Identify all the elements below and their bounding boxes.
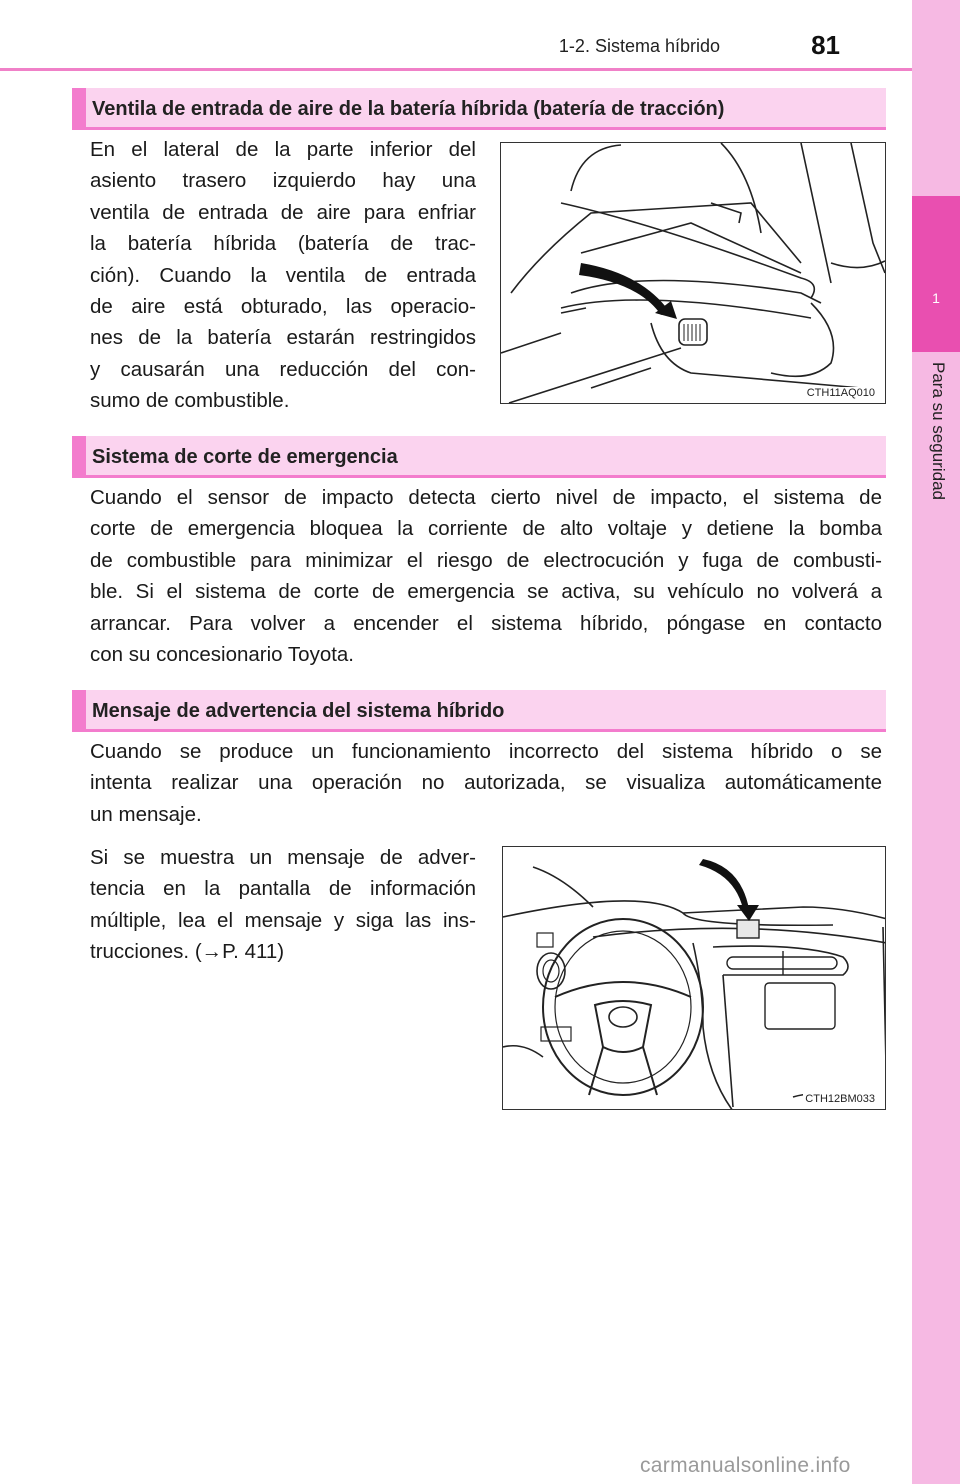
section-heading-text: Sistema de corte de emergencia [92, 446, 398, 468]
text-line: intenta realizar una operación no autorizada, se visualiza automáticamente [90, 771, 882, 795]
section-heading-emergency-cutoff [72, 436, 886, 478]
text-line: nes de la batería estarán restringidos [90, 326, 476, 350]
watermark-text: carmanualsonline.info [640, 1454, 851, 1477]
paragraph-warning-message [90, 736, 882, 830]
text-line: Si se muestra un mensaje de adver- [90, 846, 476, 869]
text-line: ble. Si el sistema de corte de emergencia se activa, su vehículo no volverá a [90, 580, 882, 604]
text-line: asiento trasero izquierdo hay una [90, 169, 476, 193]
text-line: con su concesionario Toyota. [90, 643, 355, 667]
paragraph-air-vent [90, 134, 476, 417]
figure-code: CTH11AQ010 [806, 387, 875, 399]
text-line: En el lateral de la parte inferior del [90, 138, 476, 161]
section-heading-warning-message [72, 690, 886, 732]
text-line: múltiple, lea el mensaje y siga las ins- [90, 908, 476, 932]
figure-code: CTH12BM033 [805, 1093, 875, 1105]
figure-dashboard-display [502, 846, 886, 1110]
text-line: sumo de combustible. [90, 389, 290, 413]
section-heading-air-vent [72, 88, 886, 130]
text-line: tencia en la pantalla de información [90, 877, 476, 901]
dashboard-illustration [503, 847, 886, 1110]
chapter-number: 1 [932, 290, 940, 306]
text-line: y causarán una reducción del con- [90, 357, 476, 381]
text-line: la batería híbrida (batería de trac- [90, 232, 476, 256]
text-line: de combustible para minimizar el riesgo de electrocución y fuga de combusti- [90, 548, 882, 572]
text-line: Cuando se produce un funcionamiento incorrecto del sistema híbrido o se [90, 740, 882, 763]
text-line: Cuando el sensor de impacto detecta cierto nivel de impacto, el sistema de [90, 486, 882, 509]
text-line: trucciones. (→P. 411) [90, 940, 285, 964]
chapter-tab-marker [912, 196, 960, 352]
header-rule [0, 68, 912, 71]
paragraph-warning-instructions [90, 842, 476, 968]
paragraph-emergency-cutoff [90, 482, 882, 670]
figure-rear-seat-vent [500, 142, 886, 404]
page-number: 81 [811, 30, 840, 60]
chapter-title: Para su seguridad [929, 362, 948, 500]
section-label: 1-2. Sistema híbrido [558, 36, 720, 56]
section-heading-text: Ventila de entrada de aire de la batería híbrida (batería de tracción) [92, 98, 725, 120]
text-line: arrancar. Para volver a encender el sistema híbrido, póngase en contacto [90, 611, 882, 635]
section-heading-text: Mensaje de advertencia del sistema híbrido [92, 700, 505, 722]
text-line: corte de emergencia bloquea la corriente de alto voltaje y detiene la bomba [90, 517, 882, 541]
text-line: ventila de entrada de aire para enfriar [90, 200, 476, 224]
rear-seat-illustration [501, 143, 886, 404]
text-line: ción). Cuando la ventila de entrada [90, 263, 476, 287]
text-line: de aire está obturado, las operacio- [90, 295, 476, 319]
page-header [0, 0, 912, 70]
text-line: un mensaje. [90, 802, 202, 826]
